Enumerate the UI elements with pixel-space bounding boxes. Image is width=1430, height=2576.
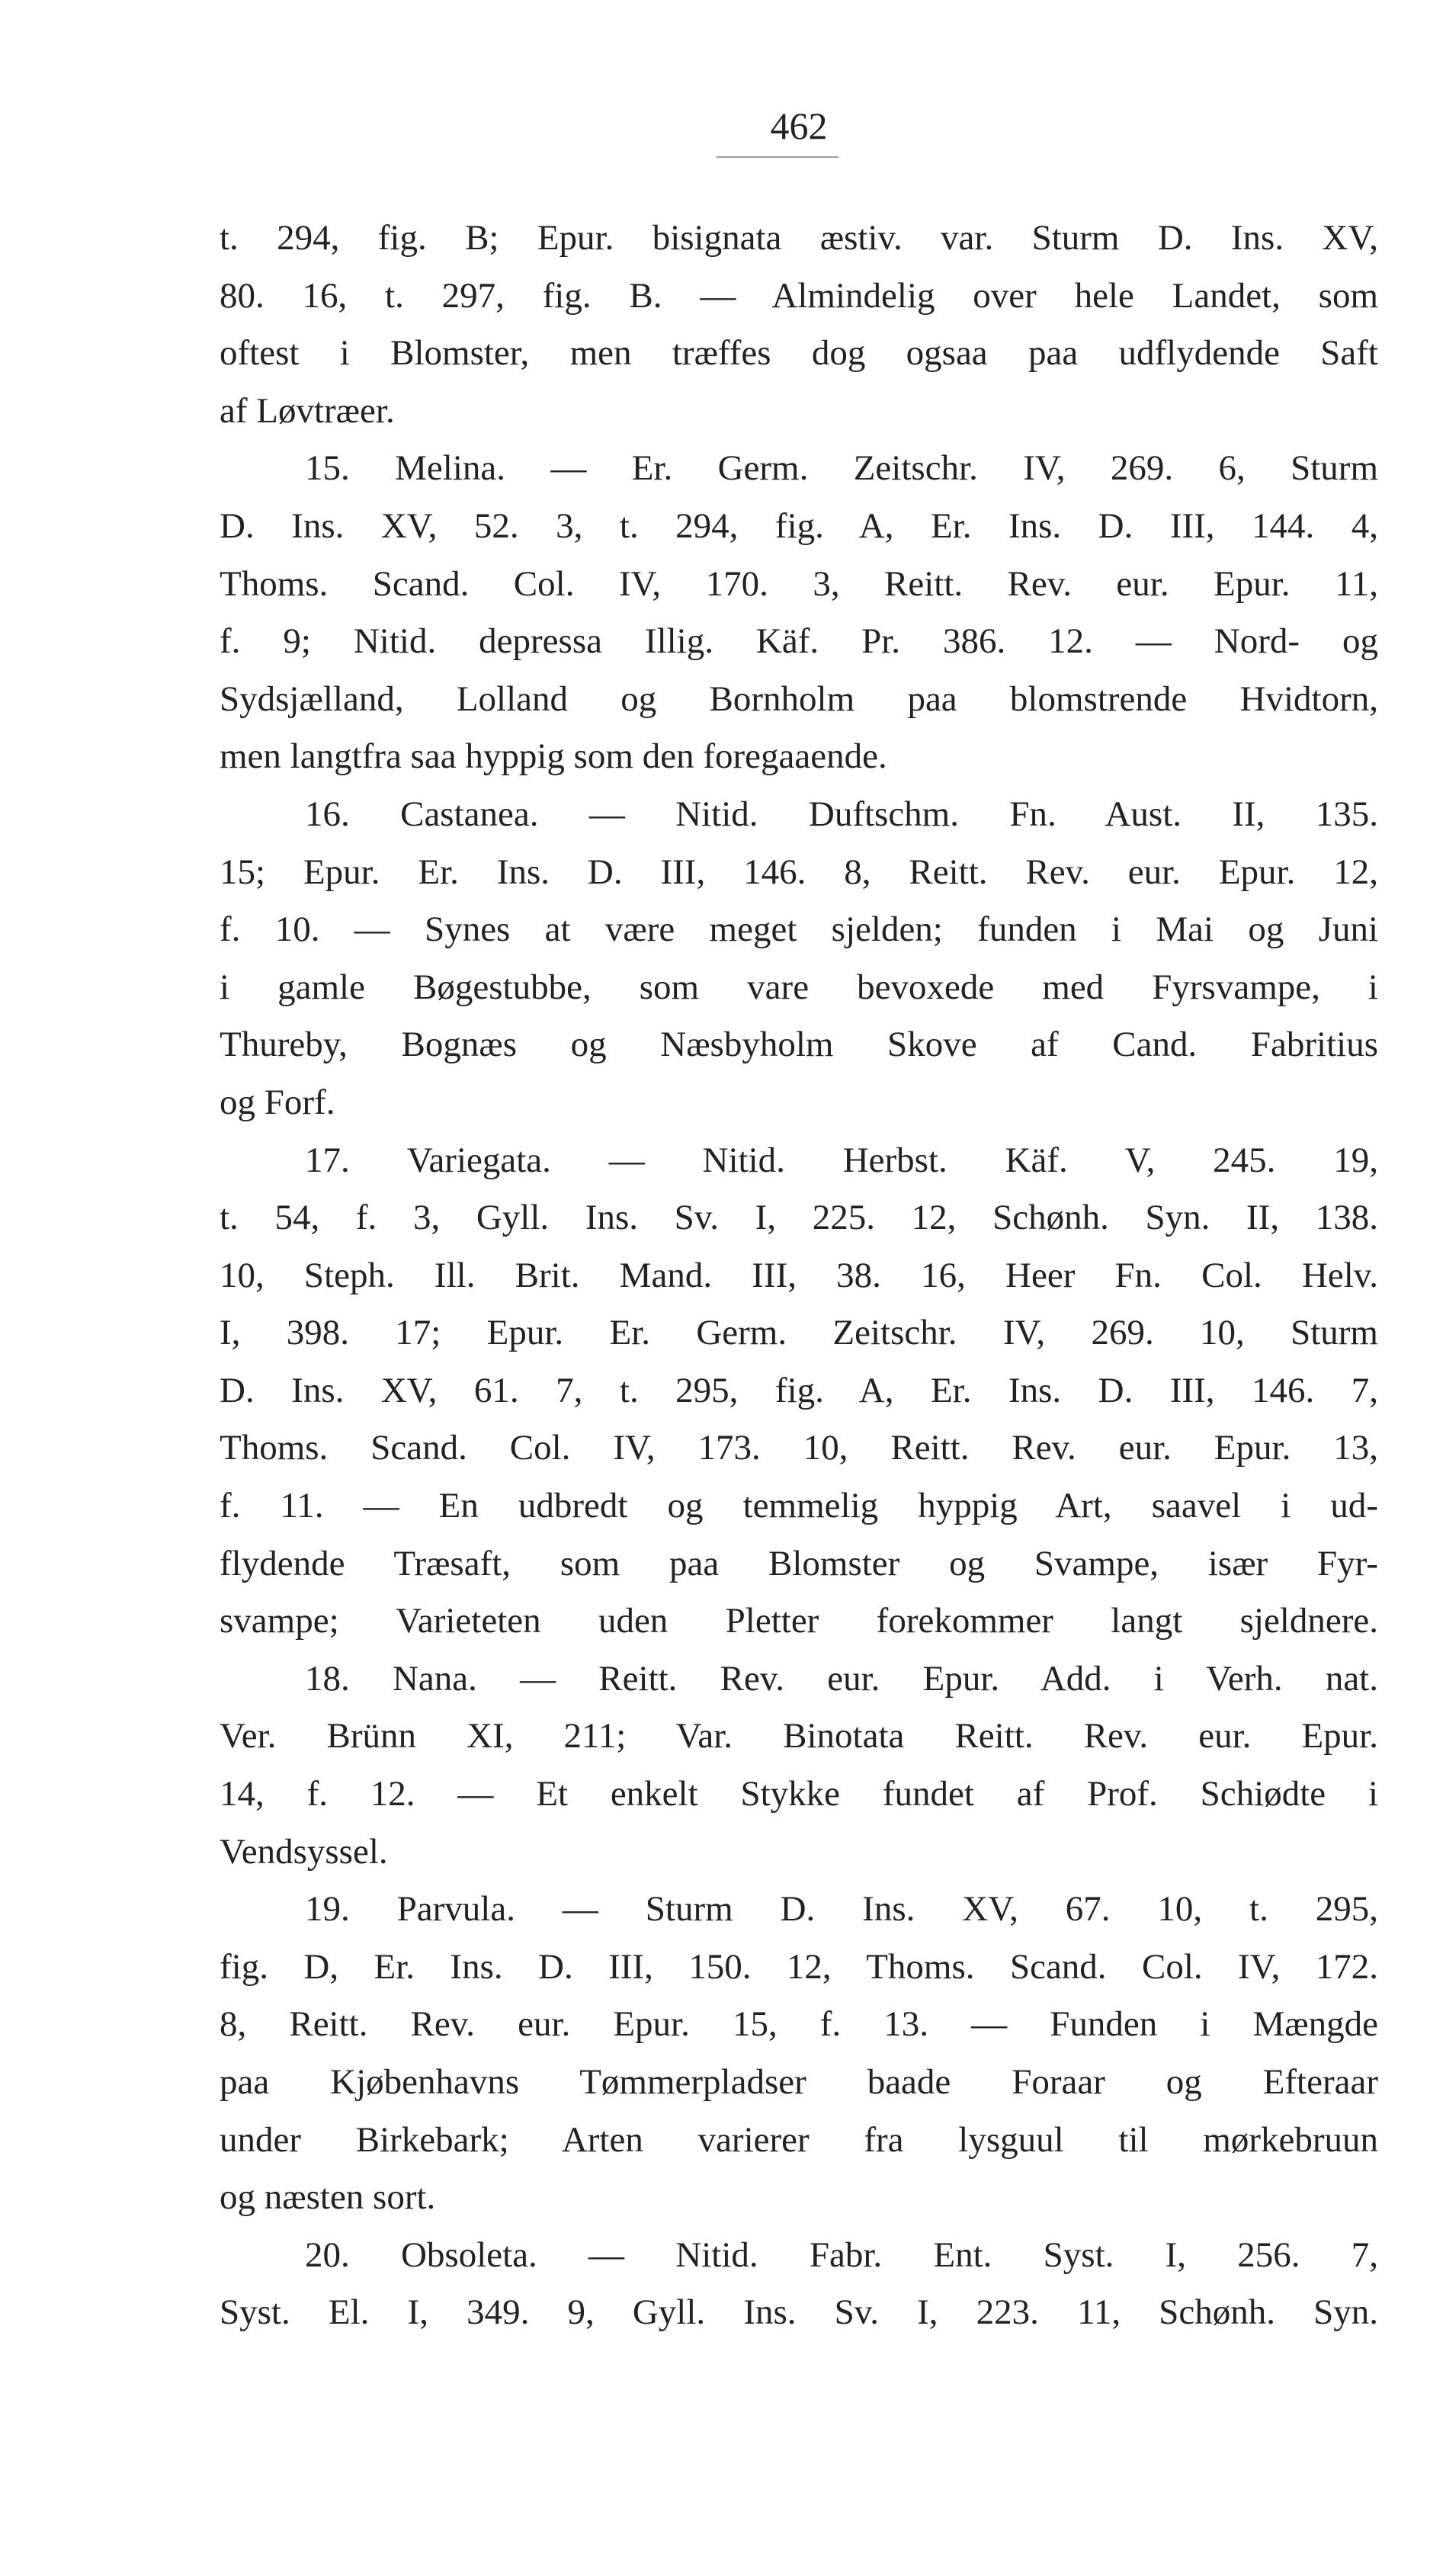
- text-line: under Birkebark; Arten varierer fra lysguul til mørkebruun: [220, 2119, 1378, 2160]
- text-line: 15. Melina. — Er. Germ. Zeitschr. IV, 269. 6, Sturm: [305, 448, 1378, 489]
- text-line: af Løvtræer.: [220, 390, 395, 431]
- text-line: Thoms. Scand. Col. IV, 170. 3, Reitt. Rev. eur. Epur. 11,: [220, 563, 1378, 604]
- text-line: 20. Obsoleta. — Nitid. Fabr. Ent. Syst. I, 256. 7,: [305, 2234, 1378, 2275]
- text-line: Syst. El. I, 349. 9, Gyll. Ins. Sv. I, 223. 11, Schønh. Syn.: [220, 2292, 1378, 2333]
- text-line: i gamle Bøgestubbe, som vare bevoxede med Fyrsvampe, i: [220, 967, 1378, 1007]
- text-line: f. 10. — Synes at være meget sjelden; funden i Mai og Juni: [220, 909, 1378, 950]
- text-line: t. 54, f. 3, Gyll. Ins. Sv. I, 225. 12, Schønh. Syn. II, 138.: [220, 1198, 1378, 1238]
- text-line: 80. 16, t. 297, fig. B. — Almindelig over hele Landet, som: [220, 275, 1378, 316]
- text-line: Thoms. Scand. Col. IV, 173. 10, Reitt. Rev. eur. Epur. 13,: [220, 1428, 1378, 1468]
- text-line: f. 11. — En udbredt og temmelig hyppig Art, saavel i ud-: [220, 1486, 1378, 1526]
- text-line: 16. Castanea. — Nitid. Duftschm. Fn. Aust. II, 135.: [305, 794, 1378, 834]
- text-line: 14, f. 12. — Et enkelt Stykke fundet af Prof. Schiødte i: [220, 1774, 1378, 1814]
- text-line: fig. D, Er. Ins. D. III, 150. 12, Thoms. Scand. Col. IV, 172.: [220, 1946, 1378, 1987]
- text-line: og Forf.: [220, 1082, 335, 1122]
- text-line: I, 398. 17; Epur. Er. Germ. Zeitschr. IV, 269. 10, Sturm: [220, 1313, 1378, 1353]
- text-body: [220, 210, 1378, 2342]
- page-number: 462: [770, 104, 828, 147]
- text-line: men langtfra saa hyppig som den foregaaende.: [220, 736, 887, 777]
- text-line: t. 294, fig. B; Epur. bisignata æstiv. var. Sturm D. Ins. XV,: [220, 218, 1378, 258]
- text-line: 17. Variegata. — Nitid. Herbst. Käf. V, 245. 19,: [305, 1140, 1378, 1180]
- text-line: oftest i Blomster, men træffes dog ogsaa paa udflydende Saft: [220, 333, 1378, 374]
- text-line: f. 9; Nitid. depressa Illig. Käf. Pr. 386. 12. — Nord- og: [220, 621, 1378, 662]
- text-line: svampe; Varieteten uden Pletter forekommer langt sjeldnere.: [220, 1601, 1378, 1641]
- text-line: 10, Steph. Ill. Brit. Mand. III, 38. 16, Heer Fn. Col. Helv.: [220, 1255, 1378, 1295]
- text-line: 8, Reitt. Rev. eur. Epur. 15, f. 13. — Funden i Mængde: [220, 2004, 1378, 2045]
- text-line: Vendsyssel.: [220, 1831, 388, 1872]
- text-line: paa Kjøbenhavns Tømmerpladser baade Foraar og Efteraar: [220, 2062, 1378, 2102]
- text-line: flydende Træsaft, som paa Blomster og Svampe, især Fyr-: [220, 1543, 1378, 1583]
- header-rule: [717, 156, 838, 158]
- text-line: Thureby, Bognæs og Næsbyholm Skove af Cand. Fabritius: [220, 1025, 1378, 1065]
- text-line: Sydsjælland, Lolland og Bornholm paa blomstrende Hvidtorn,: [220, 678, 1378, 719]
- text-line: Ver. Brünn XI, 211; Var. Binotata Reitt. Rev. eur. Epur.: [220, 1716, 1378, 1756]
- text-line: D. Ins. XV, 61. 7, t. 295, fig. A, Er. Ins. D. III, 146. 7,: [220, 1370, 1378, 1410]
- text-line: 19. Parvula. — Sturm D. Ins. XV, 67. 10, t. 295,: [305, 1889, 1378, 1930]
- text-line: D. Ins. XV, 52. 3, t. 294, fig. A, Er. Ins. D. III, 144. 4,: [220, 505, 1378, 546]
- text-line: og næsten sort.: [220, 2177, 436, 2218]
- text-line: 18. Nana. — Reitt. Rev. eur. Epur. Add. i Verh. nat.: [305, 1658, 1378, 1699]
- text-line: 15; Epur. Er. Ins. D. III, 146. 8, Reitt. Rev. eur. Epur. 12,: [220, 852, 1378, 892]
